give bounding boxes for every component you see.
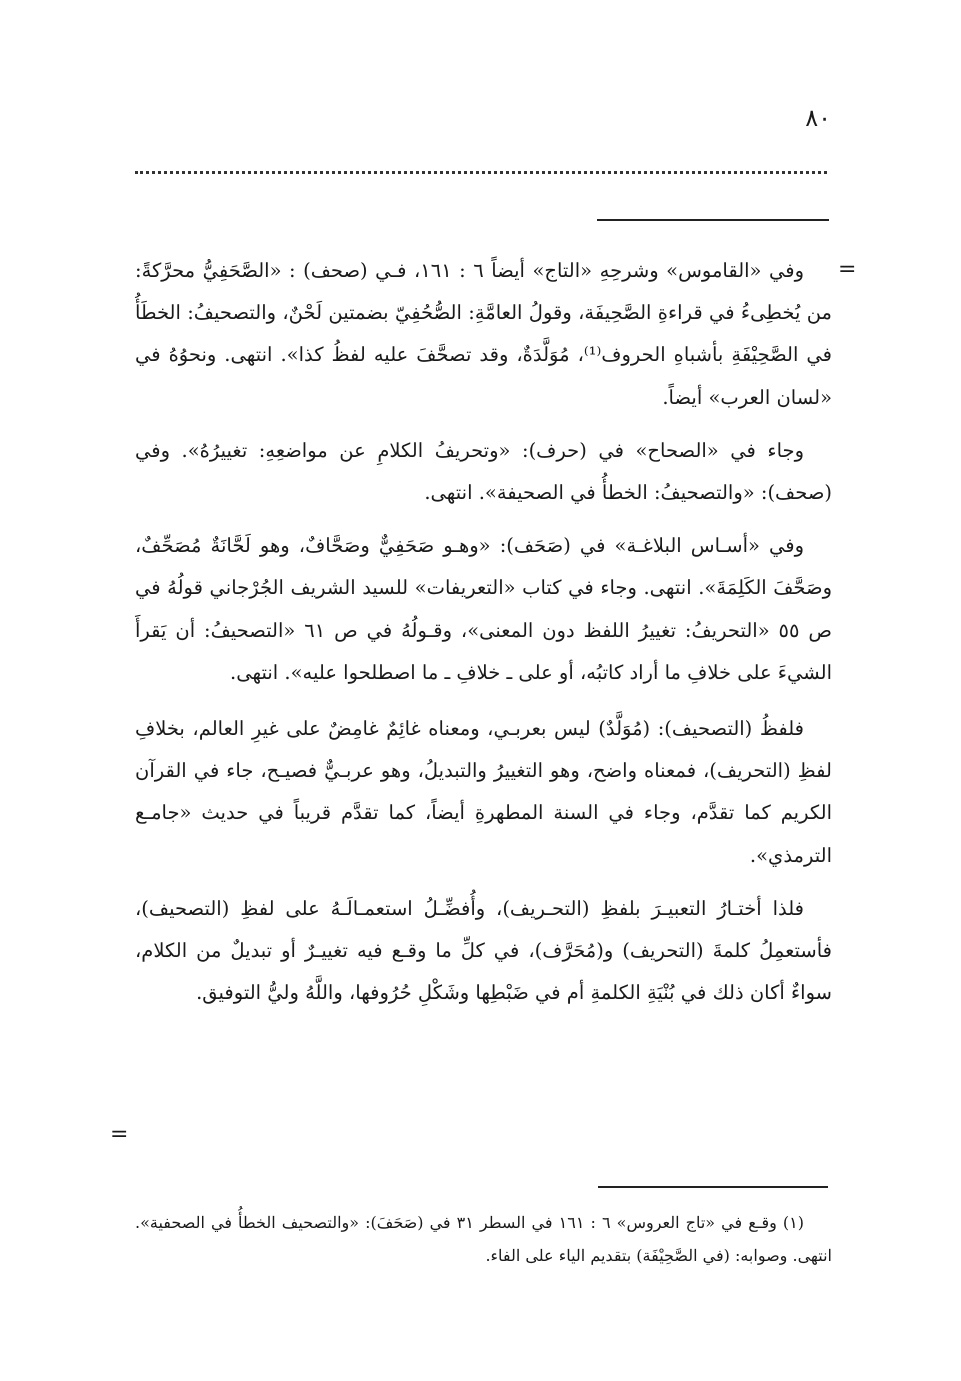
top-rule bbox=[597, 219, 829, 221]
continuation-marker-bottom: = bbox=[110, 1122, 129, 1147]
dotted-separator bbox=[135, 171, 827, 174]
body-text bbox=[135, 250, 832, 1025]
continuation-marker-top: = bbox=[838, 257, 857, 282]
paragraph: فلذا أختـارُ التعبيـرَ بلفظِ (التحـريف)، وأُفضِّـلُ استعمـالَـهُ على لفظِ (التصحيف)، فأستعمِلُ كلمةَ (التحريف) و(مُحَرَّف)، في كلِّ ما وقـع فيه تغييـرٌ أو تبديلٌ من الكلام، سواءٌ أكان ذلك في بُنْيَةِ الكلمةِ أم في ضَبْطِها وشَكْلِ حُرُوفها، واللَّهُ وليُّ التوفيق. bbox=[135, 896, 832, 1005]
page-number: ٨٠ bbox=[805, 104, 831, 132]
footnote-rule bbox=[598, 1186, 828, 1188]
paragraph: فلفظُ (التصحيف): (مُوَلَّدٌ) ليس بعربـي، ومعناه غائِمٌ غامِضٌ على غيرِ العالم، بخلافِ لفظِ (التحريف)، فمعناه واضح، وهو التغييرُ والتبديلُ، وهو عربـيٌّ فصيـح، جاء في القرآن الكريم كما تقدَّم، وجاء في السنة المطهرةِ أيضاً، كما تقدَّم قريباً في حديث «جامـع الترمذي». bbox=[135, 717, 832, 867]
paragraph: وجاء في «الصحاح» في (حرف): «وتحريفُ الكلامِ عن مواضعِهِ: تغييرُهُ». وفي (صحف): «والتصحيفُ: الخطأُ في الصحيفة». انتهى. bbox=[135, 438, 832, 505]
paragraph: وفي «أسـاس البلاغـة» في (صَحَف): «وهـو صَحَفِيٌّ وصَحَّافٌ، وهو لَحَّانَةٌ مُصَحِّفٌ، وصَحَّفَ الكَلِمَةَ». انتهى. وجاء في كتاب «التعريفات» للسيد الشريف الجُرْجاني قولُهُ في ص ٥٥ «التحريفُ: تغييرُ اللفظ دون المعنى»، وقـولُهُ في ص ٦١ «التصحيفُ: أن يَقرأَ الشيءَ على خلافِ ما أراد كاتبُه، أو على ـ خلافِ ـ ما اصطلحوا عليه». انتهى. bbox=[135, 534, 832, 684]
paragraph: وفي «القاموس» وشرحِهِ «التاج» أيضاً ٦ : ١٦١، فـي (صحف) : «الصَّحَفِيُّ محرَّكةً: من يُخطِىءُ في قراءةِ الصَّحِيفَة، وقولُ العامَّةِ: الصُّحُفِيّ بضمتين لَحْنٌ، والتصحيفُ: الخطَأُ في الصَّحِيْفَةِ بأشباهِ الحروف⁽¹⁾، مُوَلَّدَةٌ، وقد تصحَّفَ عليه لفظُ كذا». انتهى. ونحوُهُ في «لسان العرب» أيضاً. bbox=[135, 259, 832, 409]
footnote: (١) وقـع في «تاج العروس» ٦ : ١٦١ في السطر ٣١ في (صَحَفَ): «والتصحيف الخطأُ في الصحفية». انتهى. وصوابه: (في الصَّحِيْفَة) بتقديم الياء على الفاء. bbox=[135, 1213, 832, 1265]
